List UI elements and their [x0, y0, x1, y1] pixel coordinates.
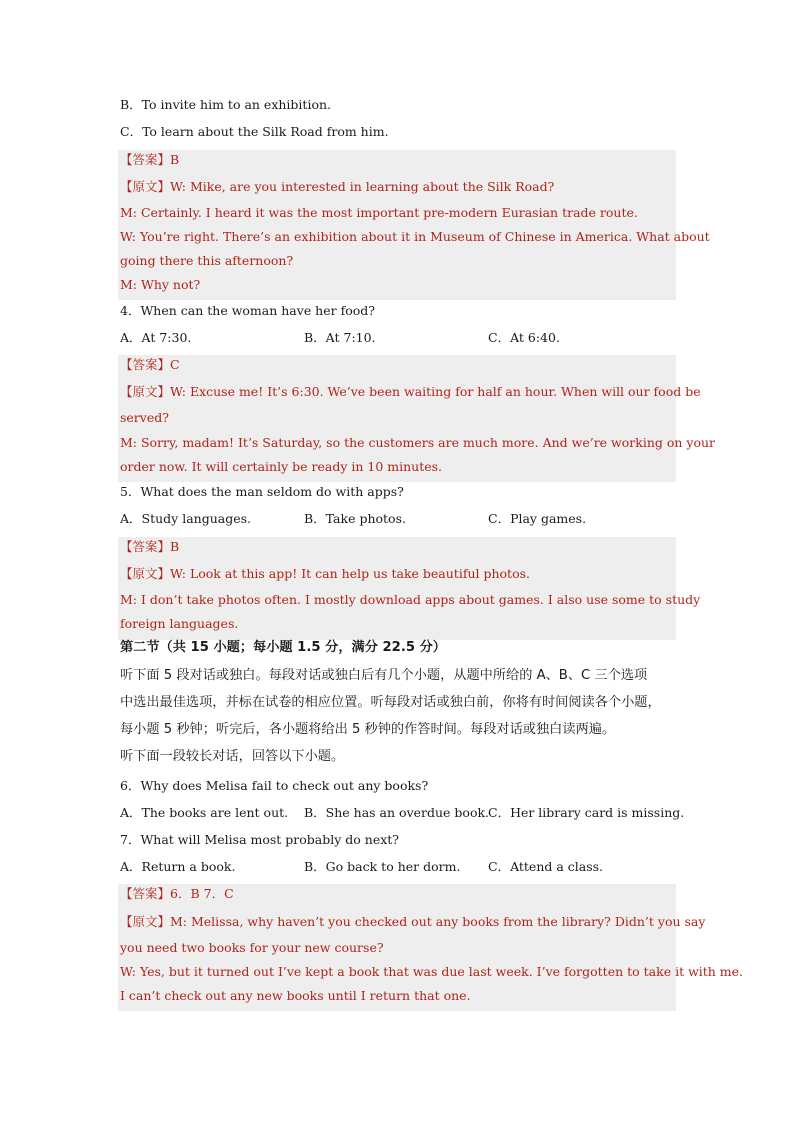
q6-7-transcript-line: W: Yes, but it turned out I’ve kept a book that was due last week. I’ve forgotten to take it with me. [120, 964, 744, 979]
q6-option-a: A．The books are lent out. [120, 805, 289, 820]
q6-7-transcript-line: 【原文】M: Melissa, why haven’t you checked out any books from the library? Didn’t you say [120, 914, 706, 929]
q4-transcript-line: order now. It will certainly be ready in 10 minutes. [120, 459, 443, 474]
q4-answer: 【答案】C [120, 357, 180, 372]
q3-transcript-line: 【原文】W: Mike, are you interested in learning about the Silk Road? [120, 179, 555, 194]
q6-7-answer: 【答案】6．B 7．C [120, 886, 234, 901]
q3-transcript-line: M: Certainly. I heard it was the most important pre-modern Eurasian trade route. [120, 205, 638, 220]
q4-option-c: C．At 6:40. [488, 330, 560, 345]
q4-option-a: A．At 7:30. [120, 330, 192, 345]
section-heading: 第二节（共 15 小题；每小题 1.5 分，满分 22.5 分） [120, 640, 446, 655]
q3-transcript-line: W: You’re right. There’s an exhibition about it in Museum of Chinese in America. What about [120, 229, 710, 244]
section-instruction: 听下面 5 段对话或独白。每段对话或独白后有几个小题，从题中所给的 A、B、C 三个选项 [120, 668, 648, 683]
q4-transcript-line: 【原文】W: Excuse me! It’s 6:30. We’ve been waiting for half an hour. When will our food be [120, 384, 701, 399]
q6-question: 6．Why does Melisa fail to check out any books? [120, 778, 429, 793]
q7-option-a: A．Return a book. [120, 859, 236, 874]
q6-7-transcript-line: you need two books for your new course? [120, 940, 384, 955]
q4-question: 4．When can the woman have her food? [120, 303, 375, 318]
q5-question: 5．What does the man seldom do with apps? [120, 484, 404, 499]
q7-option-c: C．Attend a class. [488, 859, 604, 874]
q5-option-a: A．Study languages. [120, 511, 251, 526]
section-instruction: 听下面一段较长对话，回答以下小题。 [120, 749, 345, 764]
q6-option-b: B．She has an overdue book. [304, 805, 490, 820]
q3-answer-box [118, 150, 676, 300]
q3-transcript-line: M: Why not? [120, 277, 201, 292]
q3-option-c: C．To learn about the Silk Road from him. [120, 124, 389, 139]
q5-option-b: B．Take photos. [304, 511, 406, 526]
q5-transcript-line: 【原文】W: Look at this app! It can help us take beautiful photos. [120, 566, 530, 581]
section-instruction: 每小题 5 秒钟；听完后，各小题将给出 5 秒钟的作答时间。每段对话或独白读两遍。 [120, 722, 616, 737]
q5-answer: 【答案】B [120, 539, 180, 554]
q3-option-b: B．To invite him to an exhibition. [120, 97, 331, 112]
q7-option-b: B．Go back to her dorm. [304, 859, 461, 874]
q4-option-b: B．At 7:10. [304, 330, 376, 345]
section-instruction: 中选出最佳选项，并标在试卷的相应位置。听每段对话或独白前，你将有时间阅读各个小题， [120, 695, 661, 710]
q3-answer: 【答案】B [120, 152, 180, 167]
q5-transcript-line: M: I don’t take photos often. I mostly download apps about games. I also use some to study [120, 592, 701, 607]
q4-transcript-line: M: Sorry, madam! It’s Saturday, so the customers are much more. And we’re working on your [120, 435, 716, 450]
q4-transcript-line: served? [120, 410, 169, 425]
q6-option-c: C．Her library card is missing. [488, 805, 685, 820]
q6-7-transcript-line: I can’t check out any new books until I return that one. [120, 988, 471, 1003]
q7-question: 7．What will Melisa most probably do next? [120, 832, 400, 847]
q3-transcript-line: going there this afternoon? [120, 253, 294, 268]
q5-transcript-line: foreign languages. [120, 616, 239, 631]
q5-option-c: C．Play games. [488, 511, 587, 526]
